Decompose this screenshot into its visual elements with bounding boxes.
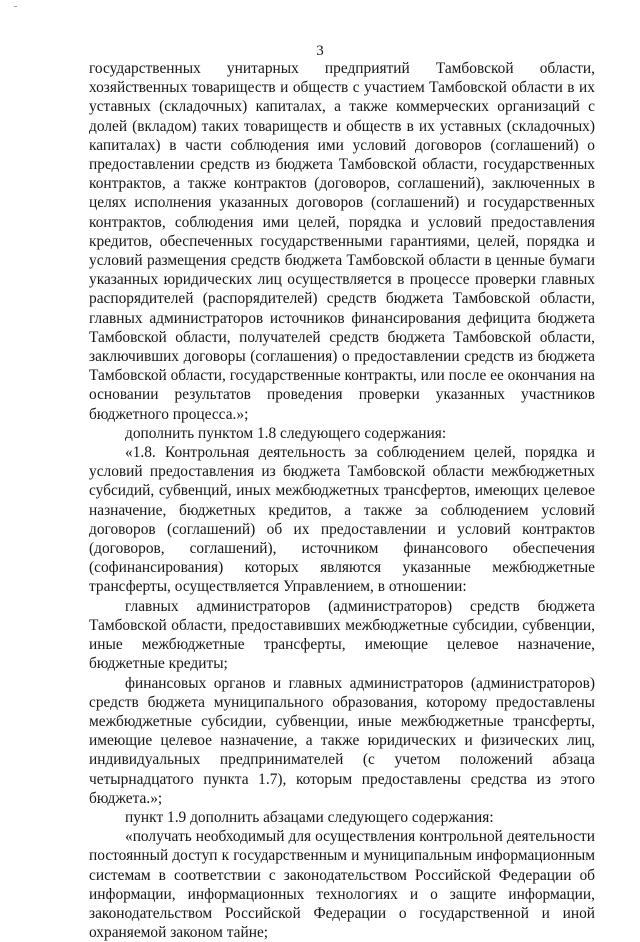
paragraph-continuation: государственных унитарных предприятий Тамбовской области, хозяйственных товариществ и обществ с участием Тамбовской области в их уставных (складочных) капиталах, а также коммерческих организаций с долей (вкладом) таких товариществ и обществ в их уставных (складочных) капиталах) в части соблюдения ими условий договоров (соглашений) о предоставлении средств из бюджета Тамбовской области, государственных контрактов, а также контрактов (договоров, соглашений), заключенных в целях исполнения указанных договоров (соглашений) и государственных контрактов, соблюдения ими целей, порядка и условий предоставления кредитов, обеспеченных государственными гарантиями, целей, порядка и условий размещения средств бюджета Тамбовской области в ценные бумаги указанных юридических лиц осуществляется в процессе проверки главных распорядителей (распорядителей) средств бюджета Тамбовской области, главных администраторов источников финансирования дефицита бюджета Тамбовской области, получателей средств бюджета Тамбовской области, заключивших договоры (соглашения) о предоставлении средств из бюджета Тамбовской области, государственные контракты, или после ее окончания на основании результатов проведения проверки указанных участников бюджетного процесса.»; (89, 60, 595, 423)
scan-artifact (14, 6, 17, 7)
paragraph-clause-1-8: «1.8. Контрольная деятельность за соблюдением целей, порядка и условий предоставления из бюджета Тамбовской области межбюджетных субсидий, субвенций, иных межбюджетных трансфертов, имеющих целевое назначение, бюджетных кредитов, а также за соблюдением условий договоров (соглашений) об их предоставлении и условий контрактов (договоров, соглашений), источником финансового обеспечения (софинансирования) которых являются указанные межбюджетные трансферты, осуществляется Управлением, в отношении: (89, 444, 595, 596)
paragraph-chief-administrators: главных администраторов (администраторов) средств бюджета Тамбовской области, предоставивших межбюджетные субсидии, субвенции, иные межбюджетные трансферты, имеющие целевое назначение, бюджетные кредиты; (89, 597, 595, 673)
paragraph-financial-bodies: финансовых органов и главных администраторов (администраторов) средств бюджета муниципального образования, которому предоставлены межбюджетные субсидии, субвенции, иные межбюджетные трансферты, имеющие целевое назначение, а также юридических и физических лиц, индивидуальных предпринимателей (с учетом положений абзаца четырнадцатого пункта 1.7), которым предоставлены средства из этого бюджета.»; (89, 674, 595, 807)
paragraph-information-access: «получать необходимый для осуществления контрольной деятельности постоянный доступ к государственным и муниципальным информационным системам в соответствии с законодательством Российской Федерации об информации, информационных технологиях и о защите информации, законодательством Российской Федерации о государственной и иной охраняемой законом тайне; (89, 828, 595, 942)
paragraph-amendment-1-9-intro: пункт 1.9 дополнить абзацами следующего содержания: (125, 808, 494, 826)
paragraph-amendment-1-8-intro: дополнить пунктом 1.8 следующего содержания: (125, 424, 447, 442)
page-number: 3 (316, 43, 324, 59)
document-body (89, 59, 595, 942)
